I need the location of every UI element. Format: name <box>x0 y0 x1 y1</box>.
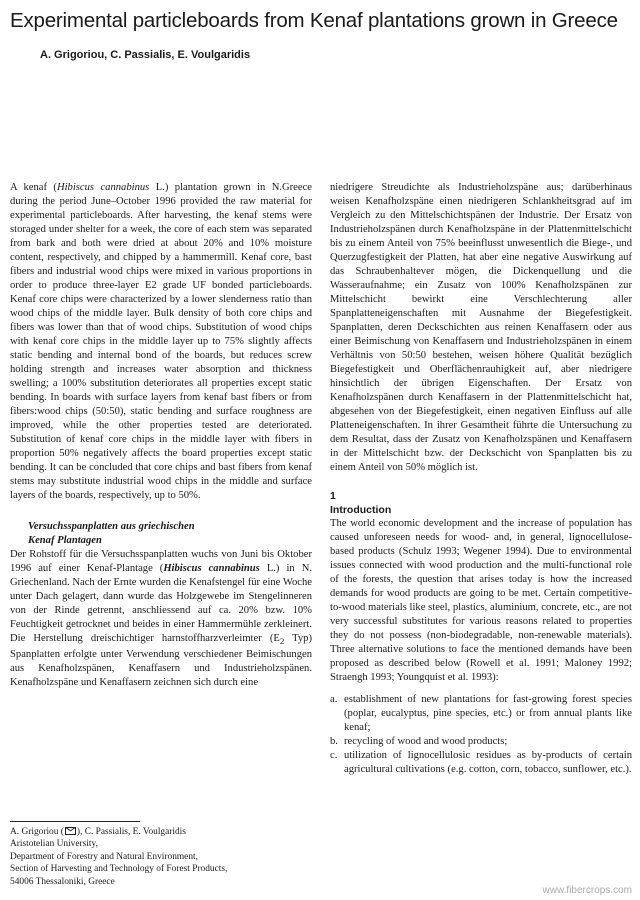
german-species-name: Hibiscus cannabinus <box>163 563 260 574</box>
paper-title: Experimental particleboards from Kenaf plantations grown in Greece <box>10 9 618 32</box>
german-summary-part-1: Der Rohstoff für die Versuchsspanplatten wuchs von Juni bis Oktober 1996 auf einer Kenaf-Plantage (Hibiscus cannabinus L.) in N. Griechenland. Nach der Ernte wurden die Kenafstengel für eine Woche unter Dach gelagert, dann wurde das Holzgewebe im Stengelinneren von der Rinde getrennt, anschliessend auf ca. 20% bzw. 10% Feuchtigkeit getrocknet und beides in einer Hammermühle zerkleinert. Die Herstellung dreischichtiger harnstoffharzverleimter ($E_2$ Typ) Spanplatten erfolgte unter Verwendung verschiedener Beimischungen aus Kenafholzspänen, Kenaffasern und Industrieholzspänen. Kenafholzspäne und Kenaffasern zeichnen sich durch eine <box>10 549 312 689</box>
species-name: Hibiscus cannabinus <box>56 182 150 193</box>
list-item: a. establishment of new plantations for fast-growing forest species (poplar, eucalyptus, pine species, etc.) or from annual plants like kenaf; <box>330 694 632 733</box>
section-number: 1 <box>330 490 336 502</box>
abstract-paragraph: A kenaf (Hibiscus cannabinus L.) plantation grown in N.Greece during the period June–October 1996 provided the raw material for experimental particleboards. After harvesting, the kenaf stems were storaged under shelter for a week, the core of each stem was separated from bark and both were dried at about 20% and 10% moisture content, respectively, and chipped by a hammermill. Kenaf core, bast fibers and industrial wood chips were mixed in various proportions in order to produce three-layer E2 grade UF bonded particleboards. Kenaf core chips were characterized by a lower slenderness ratio than wood chips of the middle layer. Bulk density of both core chips and fibers was lower than that of wood chips. Substitution of wood chips with kenaf core chips in the middle layer up to 75% slightly affects static bending and internal bond of the boards, but reduces screw holding strength and increases water absorption and thickness swelling; a 100% substitution deteriorates all properties except static bending. In boards with surface layers from kenaf bast fibers or from fibers:wood chips (50:50), static bending and surface roughness are improved, while the other properties tested are deteriorated. Substitution of kenaf core chips in the middle layer with fibers in proportion 50% negatively affects the board properties except static bending. It can be concluded that core chips and bast fibers from kenaf stems may substitute industrial wood chips in the middle and surface layers of the boards, respectively, up to 50%. <box>10 182 312 501</box>
left-column <box>10 181 312 690</box>
site-watermark: www.fibercrops.com <box>542 885 632 896</box>
envelope-icon <box>65 827 76 835</box>
author-affiliation-footnote: A. Grigoriou ( ), C. Passialis, E. Voulgaridis Aristotelian University, Department of Forestry and Natural Environment, Section of Harvesting and Technology of Forest Products, 54006 Thessaloniki, Greece <box>10 827 228 887</box>
list-item: b. recycling of wood and wood products; <box>330 736 508 747</box>
author-list: A. Grigoriou, C. Passialis, E. Voulgaridis <box>40 49 251 61</box>
section-title: Introduction <box>330 504 392 516</box>
alternatives-list <box>330 693 632 777</box>
right-column <box>330 181 632 777</box>
german-summary-heading: Versuchsspanplatten aus griechischen Kenaf Plantagen <box>28 521 195 546</box>
list-item: c. utilization of lignocellulosic residues as by-products of certain agricultural cultivations (e.g. cotton, corn, tobacco, sunflower, etc.). <box>330 750 632 775</box>
footnote-divider <box>10 821 140 822</box>
german-summary-part-2: niedrigere Streudichte als Industrieholzspäne aus; darüberhinaus weisen Kenafholzspäne einen niedrigeren Schlankheitsgrad auf im Vergleich zu den Mittelschichtspänen der Industrie. Der Ersatz von Industrieholzspänen durch Kenafholzspäne in der Plattenmittelschicht bis zu einem Anteil von 75% beeinflusst unwesentlich die Biege-, und Querzugfestigkeit der Platten, hat aber eine negative Auswirkung auf das Schraubenhaltever mögen, die Dickenquellung und die Wasseraufnahme; ein Zusatz von 100% Kenafholzspänen zur Mittelschicht bewirkt eine Verschlechterung aller Spanplatteneigenschaften mit Ausnahme der Biegefestigkeit. Spanplatten, deren Deckschichten aus reinen Kenaffasern oder aus einer Beimischung von Kenaffasern und Industrieholzspänen in einem Verhältnis von 50:50 bestehen, weisen höhere Qualität bezüglich Biegefestigkeit und Oberflächenrauhigkeit auf, aber niedrigere hinsichtlich der übrigen Eigenschaften. Der Ersatz von Kenafholzspänen durch Kenaffasern in der Plattenmittelschicht hat, abgesehen von der Biegefestigkeit, einen negativen Einfluss auf alle Platteneigenschaften. In ihrer Gesamtheit führte die Untersuchung zu dem Resultat, dass der Zusatz von Kenafholzspänen und Kenaffasern in der Mittelschicht bzw. der Deckschicht von Spanplatten bis zu einem Anteil von 50% möglich ist. <box>330 182 632 473</box>
introduction-paragraph: The world economic development and the increase of population has caused unforeseen needs for wood- and, in general, lignocellulose-based products (Schulz 1993; Wegener 1994). Due to environmental issues connected with wood production and the multi-functional role of the forests, the question that arises today is how the increased demands for wood products are going to be met. Certain competitive-to-wood materials like steel, plastics, aluminium, concrete, etc., are not very successful substitutes for various reasons related to properties they do not possess (non-biodegradable, non-renewable materials). Three alternative solutions to face the mentioned demands have been proposed as described below (Rowell et al. 1991; Maloney 1992; Straengh 1993; Youngquist et al. 1993): <box>330 518 632 683</box>
